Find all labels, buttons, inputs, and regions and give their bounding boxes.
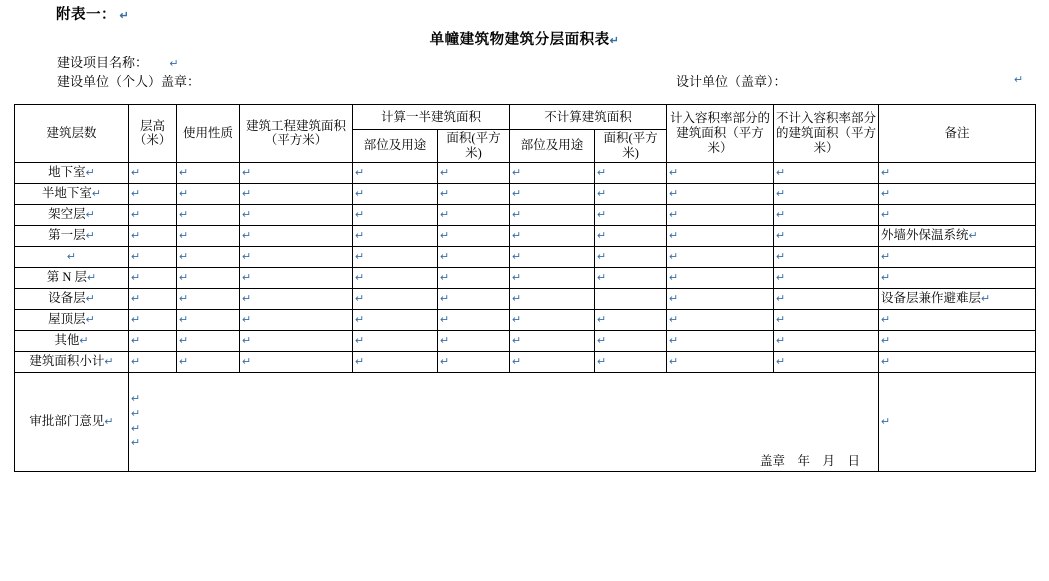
cell-floor-height[interactable]: ↵ bbox=[129, 351, 177, 372]
cell-no-area[interactable]: ↵ bbox=[595, 309, 667, 330]
cell-no-area[interactable]: ↵ bbox=[595, 330, 667, 351]
row-label: 设备层↵ bbox=[15, 288, 129, 309]
cell-included-far[interactable]: ↵ bbox=[667, 225, 774, 246]
table-row bbox=[15, 309, 1036, 330]
cell-construction-area[interactable]: ↵ bbox=[240, 288, 353, 309]
header-excluded-far-area: 不计入容积率部分的建筑面积（平方米） bbox=[774, 105, 879, 163]
cell-no-position-use[interactable]: ↵ bbox=[510, 225, 595, 246]
cell-remark[interactable]: ↵ bbox=[879, 351, 1036, 372]
field-design-unit: 设计单位（盖章）： bbox=[676, 74, 787, 89]
cell-half-position-use[interactable]: ↵ bbox=[353, 183, 438, 204]
row-label: 半地下室↵ bbox=[15, 183, 129, 204]
cell-no-area[interactable]: ↵ bbox=[595, 204, 667, 225]
cell-usage-nature[interactable]: ↵ bbox=[177, 288, 240, 309]
cell-construction-area[interactable]: ↵ bbox=[240, 162, 353, 183]
cell-half-area[interactable]: ↵ bbox=[438, 309, 510, 330]
header-usage-nature: 使用性质 bbox=[177, 105, 240, 163]
cell-remark[interactable]: ↵ bbox=[879, 309, 1036, 330]
cell-included-far[interactable]: ↵ bbox=[667, 204, 774, 225]
cell-excluded-far[interactable]: ↵ bbox=[774, 309, 879, 330]
approval-comment-area[interactable] bbox=[129, 372, 879, 471]
cell-construction-area[interactable]: ↵ bbox=[240, 204, 353, 225]
seal-date-line: 盖章 年 月 日 bbox=[760, 453, 861, 468]
cell-half-position-use[interactable]: ↵ bbox=[353, 267, 438, 288]
cell-floor-height[interactable]: ↵ bbox=[129, 246, 177, 267]
cell-half-position-use[interactable]: ↵ bbox=[353, 162, 438, 183]
header-no-area: 面积(平方米) bbox=[595, 130, 667, 163]
cell-half-position-use[interactable]: ↵ bbox=[353, 204, 438, 225]
cell-construction-area[interactable]: ↵ bbox=[240, 246, 353, 267]
cell-floor-height[interactable]: ↵ bbox=[129, 267, 177, 288]
row-label: 屋顶层↵ bbox=[15, 309, 129, 330]
field-project-name: 建设项目名称： ↵ bbox=[57, 55, 179, 70]
header-floor-count: 建筑层数 bbox=[15, 105, 129, 163]
cell-remark[interactable]: 外墙外保温系统↵ bbox=[879, 225, 1036, 246]
cell-no-position-use[interactable]: ↵ bbox=[510, 330, 595, 351]
cell-no-position-use[interactable]: ↵ bbox=[510, 309, 595, 330]
table-row bbox=[15, 267, 1036, 288]
cell-half-position-use[interactable]: ↵ bbox=[353, 246, 438, 267]
cell-half-area[interactable]: ↵ bbox=[438, 204, 510, 225]
cell-half-area[interactable]: ↵ bbox=[438, 246, 510, 267]
cell-half-area[interactable]: ↵ bbox=[438, 288, 510, 309]
cell-excluded-far[interactable]: ↵ bbox=[774, 183, 879, 204]
cell-construction-area[interactable]: ↵ bbox=[240, 309, 353, 330]
header-half-position-use: 部位及用途 bbox=[353, 130, 438, 163]
cell-remark[interactable]: ↵ bbox=[879, 267, 1036, 288]
cell-usage-nature[interactable]: ↵ bbox=[177, 183, 240, 204]
row-label: ↵ bbox=[15, 246, 129, 267]
table-row bbox=[15, 288, 1036, 309]
row-label: 其他↵ bbox=[15, 330, 129, 351]
header-no-position-use: 部位及用途 bbox=[510, 130, 595, 163]
table-row bbox=[15, 246, 1036, 267]
cell-half-area[interactable]: ↵ bbox=[438, 351, 510, 372]
cell-no-position-use[interactable]: ↵ bbox=[510, 183, 595, 204]
cell-construction-area[interactable]: ↵ bbox=[240, 267, 353, 288]
cell-excluded-far[interactable]: ↵ bbox=[774, 246, 879, 267]
cell-usage-nature[interactable]: ↵ bbox=[177, 309, 240, 330]
cell-remark[interactable]: 设备层兼作避难层↵ bbox=[879, 288, 1036, 309]
paragraph-mark-icon bbox=[200, 77, 221, 89]
cell-half-area[interactable]: ↵ bbox=[438, 267, 510, 288]
cell-remark[interactable]: ↵ bbox=[879, 330, 1036, 351]
cell-half-area[interactable]: ↵ bbox=[438, 183, 510, 204]
paragraph-mark-icon: ↵ bbox=[1014, 74, 1024, 86]
table-row bbox=[15, 225, 1036, 246]
cell-floor-height[interactable]: ↵ bbox=[129, 204, 177, 225]
header-floor-height: 层高（米） bbox=[129, 105, 177, 163]
cell-construction-area[interactable]: ↵ bbox=[240, 183, 353, 204]
cell-construction-area[interactable]: ↵ bbox=[240, 330, 353, 351]
header-half-area: 面积(平方米) bbox=[438, 130, 510, 163]
cell-remark[interactable]: ↵ bbox=[879, 183, 1036, 204]
cell-remark[interactable]: ↵ bbox=[879, 204, 1036, 225]
cell-no-position-use[interactable]: ↵ bbox=[510, 162, 595, 183]
cell-included-far[interactable]: ↵ bbox=[667, 288, 774, 309]
row-label: 第 N 层↵ bbox=[15, 267, 129, 288]
table-row bbox=[15, 330, 1036, 351]
cell-excluded-far[interactable]: ↵ bbox=[774, 204, 879, 225]
cell-half-area[interactable]: ↵ bbox=[438, 330, 510, 351]
approval-remark[interactable]: ↵ bbox=[879, 372, 1036, 471]
cell-half-position-use[interactable]: ↵ bbox=[353, 225, 438, 246]
cell-usage-nature[interactable]: ↵ bbox=[177, 351, 240, 372]
cell-construction-area[interactable]: ↵ bbox=[240, 225, 353, 246]
cell-floor-height[interactable]: ↵ bbox=[129, 183, 177, 204]
cell-construction-area[interactable]: ↵ bbox=[240, 351, 353, 372]
table-row bbox=[15, 162, 1036, 183]
paragraph-mark-icon: ↵ bbox=[116, 10, 130, 22]
cell-half-area[interactable]: ↵ bbox=[438, 162, 510, 183]
table-row bbox=[15, 204, 1036, 225]
cell-floor-height[interactable]: ↵ bbox=[129, 162, 177, 183]
header-included-far-area: 计入容积率部分的建筑面积（平方米） bbox=[667, 105, 774, 163]
cell-no-position-use[interactable]: ↵ bbox=[510, 246, 595, 267]
approval-comment-lines: ↵ ↵ ↵ ↵ bbox=[131, 392, 141, 450]
attachment-label: 附表一： ↵ bbox=[56, 7, 130, 23]
cell-half-position-use[interactable]: ↵ bbox=[353, 288, 438, 309]
cell-no-position-use[interactable]: ↵ bbox=[510, 267, 595, 288]
header-construction-area: 建筑工程建筑面积（平方米） bbox=[240, 105, 353, 163]
cell-included-far[interactable]: ↵ bbox=[667, 267, 774, 288]
cell-excluded-far[interactable]: ↵ bbox=[774, 330, 879, 351]
cell-excluded-far[interactable]: ↵ bbox=[774, 162, 879, 183]
cell-no-area[interactable]: ↵ bbox=[595, 351, 667, 372]
approval-label: 审批部门意见↵ bbox=[15, 372, 129, 471]
cell-no-area[interactable]: ↵ bbox=[595, 246, 667, 267]
cell-remark[interactable]: ↵ bbox=[879, 162, 1036, 183]
cell-no-position-use[interactable]: ↵ bbox=[510, 204, 595, 225]
building-area-table bbox=[14, 104, 1036, 472]
cell-no-area[interactable]: ↵ bbox=[595, 162, 667, 183]
cell-no-position-use[interactable]: ↵ bbox=[510, 351, 595, 372]
cell-no-position-use[interactable]: ↵ bbox=[510, 288, 595, 309]
cell-floor-height[interactable]: ↵ bbox=[129, 225, 177, 246]
paragraph-mark-icon: ↵ bbox=[609, 35, 620, 47]
cell-no-area[interactable]: ↵ bbox=[595, 183, 667, 204]
page-title: 单幢建筑物建筑分层面积表↵ bbox=[429, 32, 620, 48]
cell-excluded-far[interactable]: ↵ bbox=[774, 225, 879, 246]
paragraph-mark-icon: ↵ bbox=[148, 58, 179, 70]
row-label-subtotal: 建筑面积小计↵ bbox=[15, 351, 129, 372]
cell-usage-nature[interactable]: ↵ bbox=[177, 204, 240, 225]
cell-floor-height[interactable]: ↵ bbox=[129, 309, 177, 330]
cell-no-area[interactable] bbox=[595, 288, 667, 309]
cell-excluded-far[interactable]: ↵ bbox=[774, 351, 879, 372]
approval-row bbox=[15, 372, 1036, 471]
header-half-area-group: 计算一半建筑面积 bbox=[353, 105, 510, 130]
header-no-area-group: 不计算建筑面积 bbox=[510, 105, 667, 130]
cell-usage-nature[interactable]: ↵ bbox=[177, 330, 240, 351]
field-construction-unit: 建设单位（个人）盖章： bbox=[57, 71, 221, 90]
cell-usage-nature[interactable]: ↵ bbox=[177, 267, 240, 288]
cell-floor-height[interactable]: ↵ bbox=[129, 330, 177, 351]
cell-included-far[interactable]: ↵ bbox=[667, 162, 774, 183]
cell-included-far[interactable]: ↵ bbox=[667, 351, 774, 372]
cell-floor-height[interactable]: ↵ bbox=[129, 288, 177, 309]
row-label: 第一层↵ bbox=[15, 225, 129, 246]
cell-included-far[interactable]: ↵ bbox=[667, 309, 774, 330]
header-remark: 备注 bbox=[879, 105, 1036, 163]
cell-usage-nature[interactable]: ↵ bbox=[177, 162, 240, 183]
cell-usage-nature[interactable]: ↵ bbox=[177, 225, 240, 246]
table-header-row-group bbox=[15, 105, 1036, 130]
cell-half-position-use[interactable]: ↵ bbox=[353, 309, 438, 330]
cell-no-area[interactable]: ↵ bbox=[595, 225, 667, 246]
row-label: 架空层↵ bbox=[15, 204, 129, 225]
cell-included-far[interactable]: ↵ bbox=[667, 183, 774, 204]
cell-half-position-use[interactable]: ↵ bbox=[353, 351, 438, 372]
cell-included-far[interactable]: ↵ bbox=[667, 330, 774, 351]
cell-included-far[interactable]: ↵ bbox=[667, 246, 774, 267]
cell-excluded-far[interactable]: ↵ bbox=[774, 267, 879, 288]
cell-half-position-use[interactable]: ↵ bbox=[353, 330, 438, 351]
table-row bbox=[15, 351, 1036, 372]
cell-usage-nature[interactable]: ↵ bbox=[177, 246, 240, 267]
cell-no-area[interactable]: ↵ bbox=[595, 267, 667, 288]
row-label: 地下室↵ bbox=[15, 162, 129, 183]
cell-remark[interactable]: ↵ bbox=[879, 246, 1036, 267]
table-row bbox=[15, 183, 1036, 204]
cell-excluded-far[interactable]: ↵ bbox=[774, 288, 879, 309]
cell-half-area[interactable]: ↵ bbox=[438, 225, 510, 246]
